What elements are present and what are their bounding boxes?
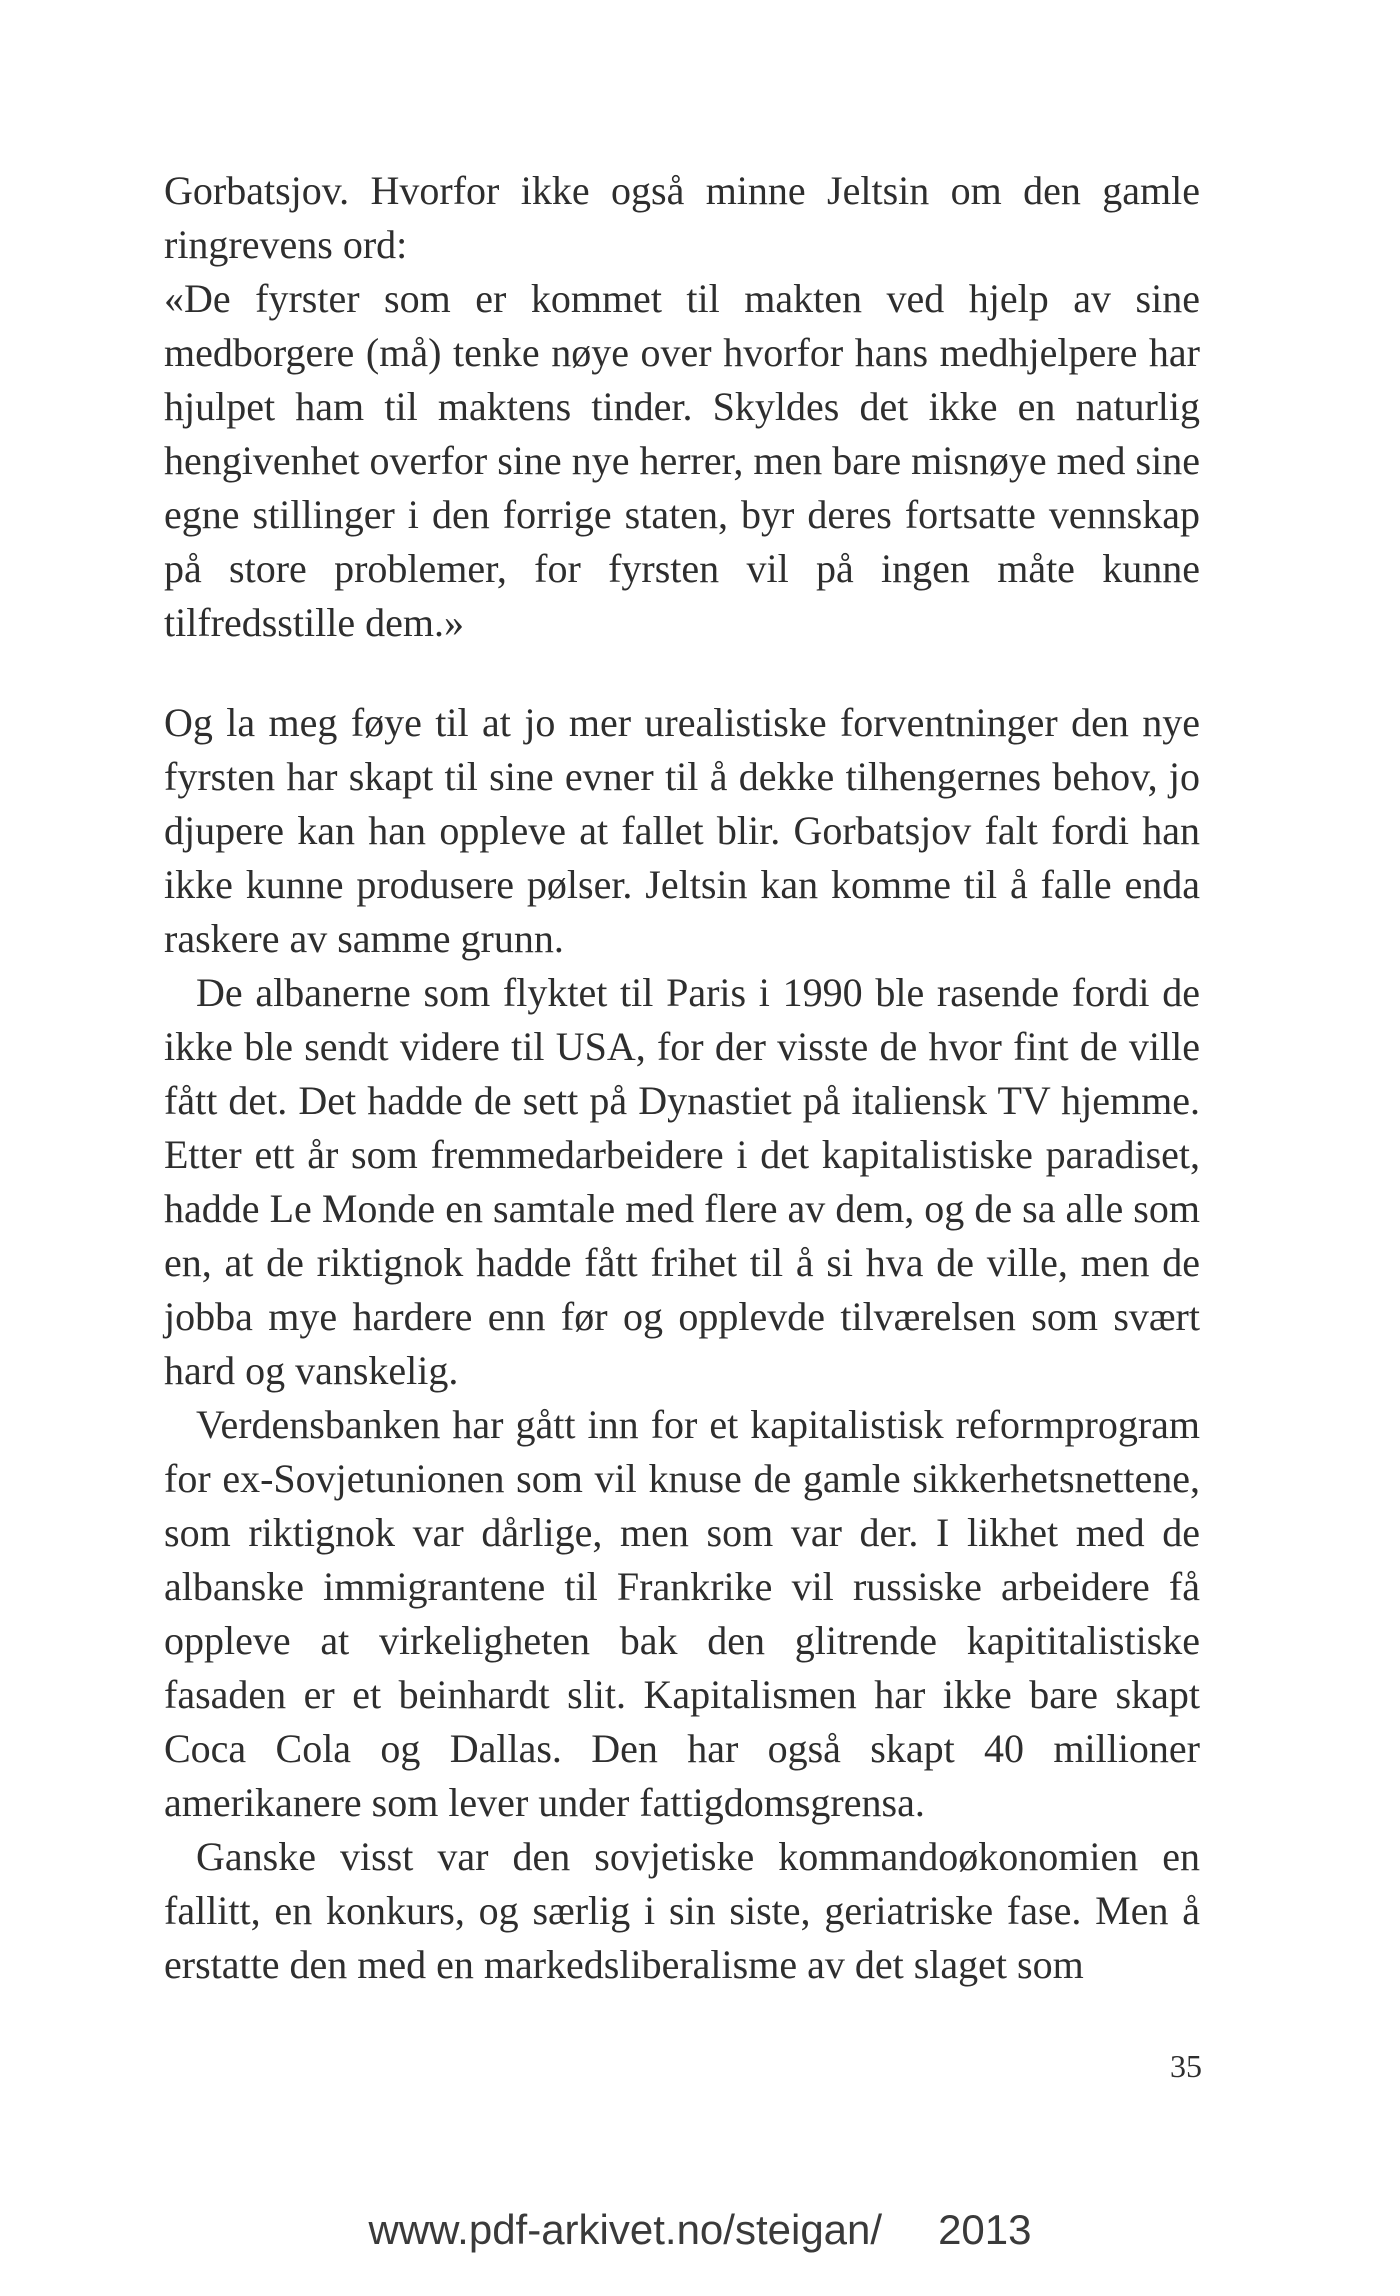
watermark-year: 2013: [938, 2206, 1032, 2253]
text-block-top: [164, 164, 1200, 650]
paragraph-body-4: Ganske visst var den sovjetiske kommandoøkonomien en fallitt, en konkurs, og særlig i sin siste, geriatriske fase. Men å erstatte den med en markedsliberalisme av det slaget som: [164, 1834, 1200, 1987]
paragraph-intro: Gorbatsjov. Hvorfor ikke også minne Jeltsin om den gamle ringrevens ord:: [164, 168, 1200, 267]
watermark-footer: [0, 2206, 1400, 2254]
text-block-main: [164, 696, 1200, 1992]
paragraph-body-3: Verdensbanken har gått inn for et kapitalistisk reformprogram for ex-Sovjetunionen som vil knuse de gamle sikkerhetsnettene, som riktignok var dårlige, men som var der. I likhet med de albanske immigrantene til Frankrike vil russiske arbeidere få oppleve at virkeligheten bak den glitrende kapititalistiske fasaden er et beinhardt slit. Kapitalismen har ikke bare skapt Coca Cola og Dallas. Den har også skapt 40 millioner amerikanere som lever under fattigdomsgrensa.: [164, 1402, 1200, 1825]
watermark-url: www.pdf-arkivet.no/steigan/: [368, 2206, 883, 2253]
paragraph-body-2: De albanerne som flyktet til Paris i 1990 ble rasende fordi de ikke ble sendt videre til USA, for der visste de hvor fint de ville fått det. Det hadde de sett på Dynastiet på italiensk TV hjemme. Etter ett år som fremmedarbeidere i det kapitalistiske paradiset, hadde Le Monde en samtale med flere av dem, og de sa alle som en, at de riktignok hadde fått frihet til å si hva de ville, men de jobba mye hardere enn før og opplevde tilværelsen som svært hard og vanskelig.: [164, 970, 1200, 1393]
paragraph-body-1: Og la meg føye til at jo mer urealistiske forventninger den nye fyrsten har skapt til sine evner til å dekke tilhengernes behov, jo djupere kan han oppleve at fallet blir. Gorbatsjov falt fordi han ikke kunne produsere pølser. Jeltsin kan komme til å falle enda raskere av samme grunn.: [164, 700, 1200, 961]
page-number: 35: [1170, 2048, 1202, 2084]
paragraph-quote: «De fyrster som er kommet til makten ved hjelp av sine medborgere (må) tenke nøye over hvorfor hans medhjelpere har hjulpet ham til maktens tinder. Skyldes det ikke en naturlig hengivenhet overfor sine nye herrer, men bare misnøye med sine egne stillinger i den forrige staten, byr deres fortsatte vennskap på store problemer, for fyrsten vil på ingen måte kunne tilfredsstille dem.»: [164, 276, 1200, 645]
